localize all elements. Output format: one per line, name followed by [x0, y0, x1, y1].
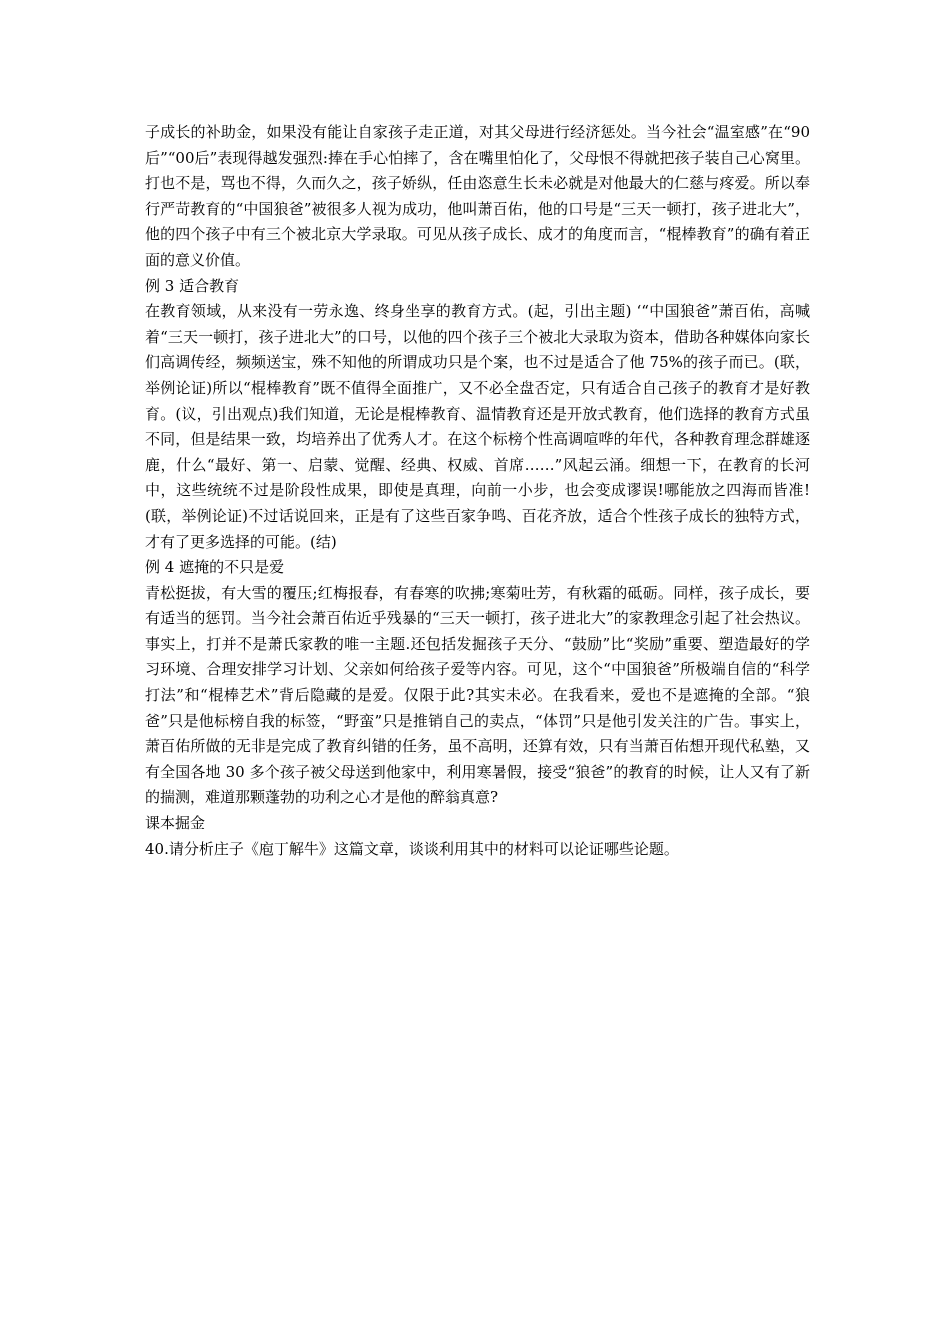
heading-example-3: 例 3 适合教育 — [145, 276, 240, 295]
paragraph-intro: 子成长的补助金，如果没有能让自家孩子走正道，对其父母进行经济惩处。当今社会“温室感”在“90后”“00后”表现得越发强烈:捧在手心怕摔了，含在嘴里怕化了，父母恨不得就把孩子装自己心窝里。打也不是，骂也不得，久而久之，孩子娇纵，任由恣意生长未必就是对他最大的仁慈与疼爱。所以奉行严苛教育的“中国狼爸”被很多人视为成功，他叫萧百佑，他的口号是“三天一顿打，孩子进北大”，他的四个孩子中有三个被北京大学录取。可见从孩子成长、成才的角度而言，“棍棒教育”的确有着正面的意义价值。 — [145, 123, 810, 269]
paragraph-question-40: 40.请分析庄子《庖丁解牛》这篇文章，谈谈利用其中的材料可以论证哪些论题。 — [145, 839, 679, 858]
paragraph-example-3: 在教育领域，从来没有一劳永逸、终身坐享的教育方式。(起，引出主题) ‘“中国狼爸”萧百佑，高喊着“三天一顿打，孩子进北大”的口号，以他的四个孩子三个被北大录取为资本，借助各种媒体向家长们高调传经，频频送宝，殊不知他的所谓成功只是个案，也不过是适合了他 75%的孩子而已。(联，举例论证)所以“棍棒教育”既不值得全面推广，又不必全盘否定，只有适合自己孩子的教育才是好教育。(议，引出观点)我们知道，无论是棍棒教育、温情教育还是开放式教育，他们选择的教育方式虽不同，但是结果一致，均培养出了优秀人才。在这个标榜个性高调喧哗的年代，各种教育理念群雄逐鹿，什么“最好、第一、启蒙、觉醒、经典、权威、首席……”风起云涌。细想一下，在教育的长河中，这些统统不过是阶段性成果，即使是真理，向前一小步，也会变成谬误!哪能放之四海而皆准!(联，举例论证)不过话说回来，正是有了这些百家争鸣、百花齐放，适合个性孩子成长的独特方式，才有了更多选择的可能。(结) — [145, 302, 810, 551]
document-body — [145, 120, 810, 862]
paragraph-example-4: 青松挺拔，有大雪的覆压;红梅报春，有春寒的吹拂;寒菊吐芳，有秋霜的砥砺。同样，孩子成长，要有适当的惩罚。当今社会萧百佑近乎残暴的“三天一顿打，孩子进北大”的家教理念引起了社会热议。事实上，打并不是萧氏家教的唯一主题.还包括发掘孩子天分、“鼓励”比“奖励”重要、塑造最好的学习环境、合理安排学习计划、父亲如何给孩子爱等内容。可见，这个“中国狼爸”所极端自信的“科学打法”和“棍棒艺术”背后隐藏的是爱。仅限于此?其实未必。在我看来，爱也不是遮掩的全部。“狼爸”只是他标榜自我的标签，“野蛮”只是推销自己的卖点，“体罚”只是他引发关注的广告。事实上，萧百佑所做的无非是完成了教育纠错的任务，虽不高明，还算有效，只有当萧百佑想开现代私塾，又有全国各地 30 多个孩子被父母送到他家中，利用寒暑假，接受“狼爸”的教育的时候，让人又有了新的揣测，难道那颗蓬勃的功利之心才是他的醉翁真意? — [145, 583, 810, 807]
heading-example-4: 例 4 遮掩的不只是爱 — [145, 558, 285, 577]
heading-textbook: 课本掘金 — [145, 814, 206, 833]
